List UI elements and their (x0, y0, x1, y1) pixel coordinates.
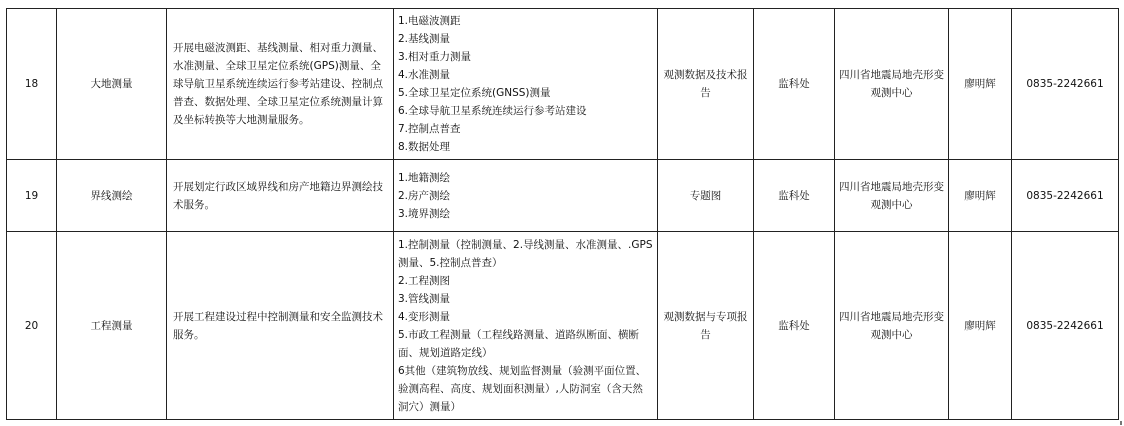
service-items (394, 160, 658, 232)
service-item: 7.控制点普查 (398, 123, 461, 135)
service-item: 3.管线测量 (398, 292, 451, 305)
service-name: 大地测量 (57, 9, 167, 160)
service-name: 工程测量 (57, 232, 167, 420)
service-item: 8.数据处理 (398, 141, 451, 153)
service-description: 开展划定行政区域界线和房产地籍边界测绘技术服务。 (167, 160, 394, 232)
contact-person: 廖明辉 (949, 160, 1012, 232)
service-items (394, 232, 658, 420)
row-number: 19 (7, 160, 57, 232)
contact-phone: 0835-2242661 (1012, 232, 1119, 420)
service-description: 开展电磁波测距、基线测量、相对重力测量、水准测量、全球卫星定位系统(GPS)测量、全球导航卫星系统连续运行参考站建设、控制点普查、数据处理、全球卫星定位系统测量计算及坐标转换等大地测量服务。 (167, 9, 394, 160)
service-item: 4.变形测量 (398, 310, 451, 323)
services-table-container (6, 8, 1119, 420)
service-description: 开展工程建设过程中控制测量和安全监测技术服务。 (167, 232, 394, 420)
service-item: 6.全球导航卫星系统连续运行参考站建设 (398, 105, 587, 117)
contact-phone: 0835-2242661 (1012, 160, 1119, 232)
service-unit: 四川省地震局地壳形变观测中心 (835, 160, 949, 232)
service-item: 2.房产测绘 (398, 189, 451, 202)
service-item: 6其他（建筑物放线、规划监督测量（验测平面位置、验测高程、高度、规划面积测量）,人防洞室（含天然洞穴）测量） (398, 364, 647, 413)
service-item: 5.全球卫星定位系统(GNSS)测量 (398, 87, 551, 99)
page-edge-mark (1120, 421, 1122, 425)
contact-person: 廖明辉 (949, 232, 1012, 420)
service-item: 3.相对重力测量 (398, 51, 472, 63)
service-item: 4.水准测量 (398, 69, 451, 81)
service-item: 2.基线测量 (398, 33, 451, 45)
department: 监科处 (754, 9, 835, 160)
service-name: 界线测绘 (57, 160, 167, 232)
contact-phone: 0835-2242661 (1012, 9, 1119, 160)
service-item: 1.电磁波测距 (398, 15, 461, 27)
service-item: 3.境界测绘 (398, 207, 451, 220)
table-row (7, 232, 1119, 420)
service-result: 观测数据及技术报告 (658, 9, 754, 160)
row-number: 20 (7, 232, 57, 420)
table-row (7, 9, 1119, 160)
service-unit: 四川省地震局地壳形变观测中心 (835, 232, 949, 420)
row-number: 18 (7, 9, 57, 160)
service-result: 观测数据与专项报告 (658, 232, 754, 420)
service-items (394, 9, 658, 160)
department: 监科处 (754, 232, 835, 420)
service-result: 专题图 (658, 160, 754, 232)
service-item: 1.控制测量（控制测量、2.导线测量、水准测量、.GPS测量、5.控制点普查） (398, 238, 653, 269)
service-item: 1.地籍测绘 (398, 171, 451, 184)
service-unit: 四川省地震局地壳形变观测中心 (835, 9, 949, 160)
service-item: 5.市政工程测量（工程线路测量、道路纵断面、横断面、规划道路定线） (398, 328, 640, 359)
table-row (7, 160, 1119, 232)
services-table (6, 8, 1119, 420)
contact-person: 廖明辉 (949, 9, 1012, 160)
service-item: 2.工程测图 (398, 274, 451, 287)
department: 监科处 (754, 160, 835, 232)
